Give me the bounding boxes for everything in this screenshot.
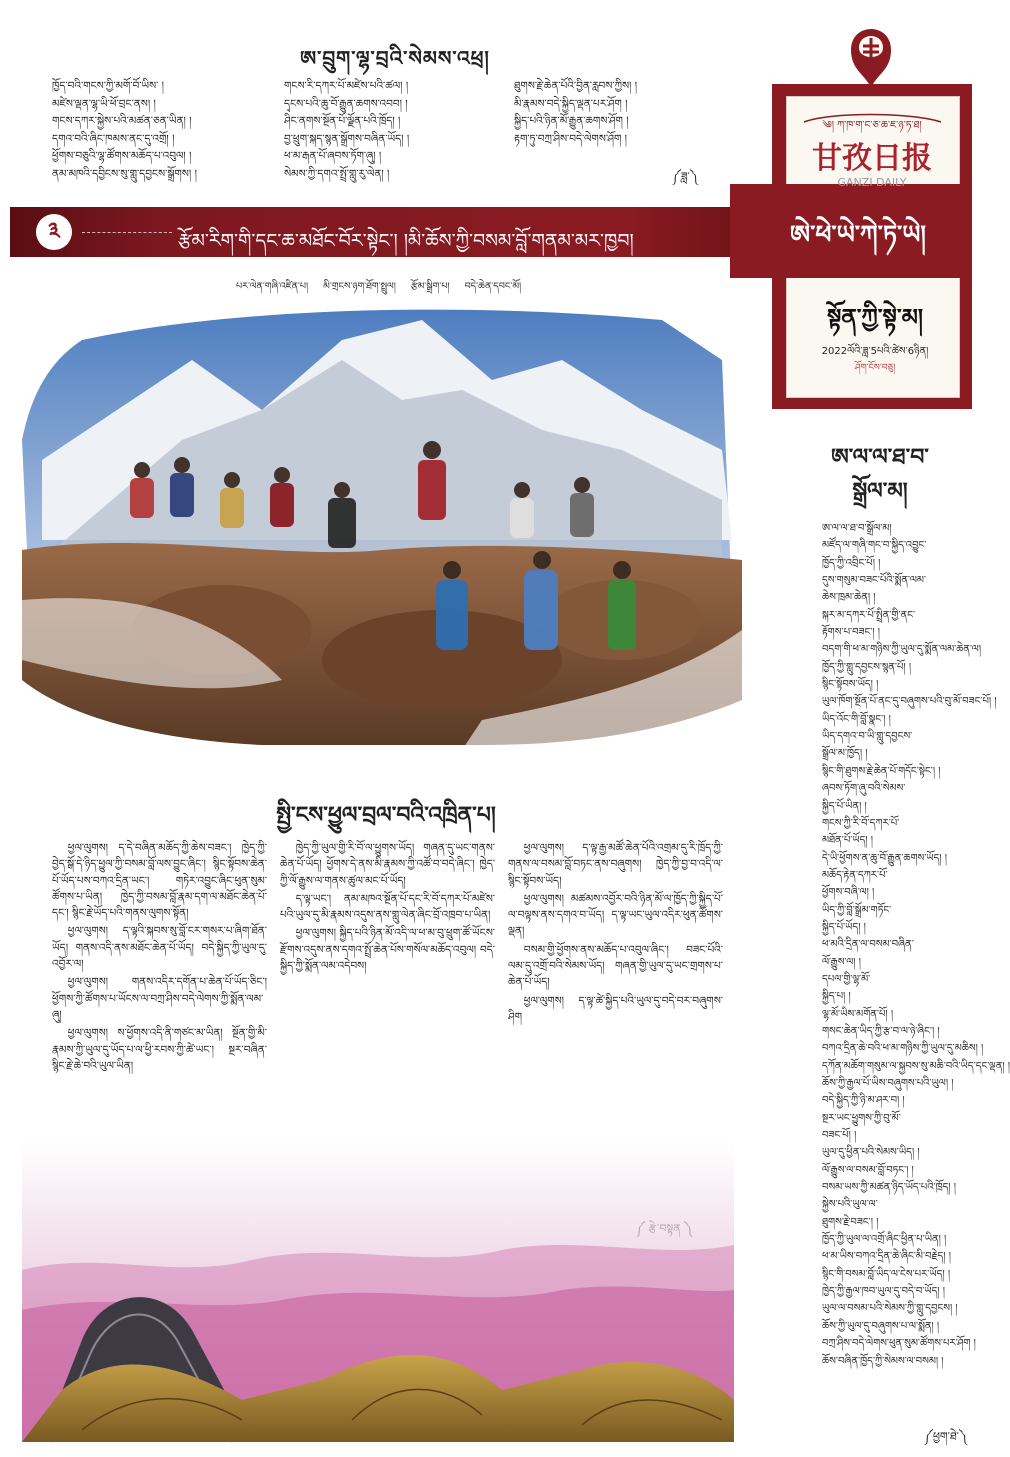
article-paragraph: ཕྱལ་ལུགས། གནས་འདིར་དགོན་པ་ཆེན་པོ་ཡོད་ཅིང་། ཕྱོགས་ཀྱི་ཚོགས་པ་ཡོངས་ལ་བཀྲ་ཤིས་བདེ་ལེགས་ཀྱི་སྨོན་ལམ་ཞུ།	[52, 976, 267, 1021]
poem-line: ཡིད་ཀྱི་བློ་སྒྲོམ་གཏོང་	[822, 904, 892, 916]
poem-line: ཁྱོད་ཀྱི་འབྲིང་པོ། །	[822, 557, 881, 569]
poem-line: མཐོན་པོ་ཡོད། །	[822, 835, 873, 847]
right-poem-lines	[822, 520, 1010, 1370]
poem-line: སྒྲོལ་མ་ཁྱོད། །	[822, 748, 868, 760]
poem-line: ལྷ་མོ་ཡིས་མགོན་པོ། །	[822, 1008, 894, 1020]
poem-line: ཕ་མ་རྒན་པོ་ཞབས་ཏོག་ཞུ། །	[284, 150, 382, 162]
poem-line: བདེ་སྐྱིད་ཀྱི་ཉི་མ་ཤར་བ། །	[822, 1095, 905, 1107]
poem-line: གངས་རི་དཀར་པོ་མཛེས་པའི་ཚལ། །	[284, 80, 409, 92]
poem-line: ཐུགས་རྗེ་ཆེན་པོའི་བྱིན་རླབས་ཀྱིས། །	[514, 80, 638, 92]
band-divider	[82, 232, 172, 233]
photo-credits	[236, 275, 536, 302]
right-poem-subtitle: སྒྲོལ་མ།	[852, 479, 908, 504]
poem-line: བཀྲ་ཤིས་བདེ་ལེགས་ཕུན་སུམ་ཚོགས་པར་ཤོག །	[822, 1338, 976, 1350]
article-paragraph: ད་ལྟ་ཡང་། ནམ་མཁའ་སྔོན་པོ་དང་རི་བོ་དཀར་པོ་མཛེས་པའི་ཡུལ་དུ་མི་རྣམས་འདུས་ནས་གླུ་ལེན་ཞིང་བྲོ་འཁྲབ་པ་ཡིན།	[280, 892, 495, 922]
poem-line: སྐར་མ་དཀར་པོ་སྤྲིན་གྱི་ནང་	[822, 609, 916, 621]
poem-column-1	[52, 78, 262, 183]
poem-line: མཛོད་ལ་གཞི་གང་བ་སྐྱིད་འབྱུང་	[822, 540, 927, 552]
poem-title: ཨ་བྲུག་ལྷ་བྲའི་སེམས་འཕྲ།	[300, 46, 490, 70]
band-headline: རྩོམ་རིག་གི་དང་ཆ་མཐོང་བོར་སྟེང་། །མི་ཆོས་ཀྱི་བསམ་བློ་གནམ་མར་ཁྱབ།	[178, 230, 634, 252]
poem-line: བྱ་ཕྲུག་སྐད་སྙན་སྒྲོགས་བཞིན་ཡོད། །	[284, 132, 410, 145]
poem-line: ཕ་མ་ཡིས་བཀའ་དྲིན་ཆེ་ཞིང་མི་བརྗེད། །	[822, 1251, 951, 1263]
poem-line: དུས་གསུམ་བཟང་པོའི་སྨོན་ལམ་	[822, 575, 927, 587]
poem-line: ཕ་མའི་དྲིན་ལ་བསམ་བཞིན་	[822, 939, 914, 951]
issue-date: 2022ལོའི་ཟླ་5པའི་ཚེས་6ཉིན།	[821, 346, 929, 357]
circled-number-icon: ༣	[36, 214, 72, 250]
poem-line: བཟང་པོ། །	[822, 1130, 857, 1142]
poem-line: སྙིང་སྟོབས་ཡོད། །	[822, 679, 879, 691]
poem-line: ཆོས་བཞིན་ཁྱོད་ཀྱི་སེམས་ལ་བསམ། །	[822, 1355, 944, 1367]
poem-line: ལོ་རྒྱུས་ལ། །	[822, 956, 861, 968]
paper-logo	[800, 110, 945, 200]
poem-line: ཤིང་ནགས་སྔོན་པོ་ལྗོན་པའི་ཁྲོད། །	[284, 115, 401, 127]
poem-line: ཐུགས་རྗེ་བཟང་། །	[822, 1216, 879, 1228]
poem-signature: ༼ཟླ་༽	[672, 170, 698, 183]
page-number: ཤོག་ངོས་བཅུ།	[854, 363, 896, 373]
article-paragraph: ཁྱེད་ཀྱི་ཡུལ་གྱི་རི་བོ་ལ་ཕྱུགས་ཡོད། གཞན་དུ་ཡང་གནས་ཆེན་པོ་ཡོད། ཕྱོགས་དེ་ནས་མི་རྣམས་ཀྱི་འཚོ་བ་བདེ་ཞིང་། ཁྱེད་ཀྱི་ལོ་རྒྱུས་ལ་གནས་ཚུལ་མང་པོ་ཡོད།	[280, 842, 495, 887]
poem-line: ཁྱོད་ཀྱི་ཡུལ་ལ་འགྲོ་ཞིང་ཕྱིན་པ་ཡིན། །	[822, 1234, 947, 1246]
poem-line: དྭངས་པའི་ཆུ་བོ་རྒྱུན་ཆགས་འབབ། །	[284, 97, 408, 110]
poem-line: གངས་ཀྱི་རི་བོ་དཀར་པོ་	[822, 817, 900, 829]
poem-line: ཕྱོགས་བཞི་ལ། །	[822, 887, 875, 899]
poem-line: ཡུལ་དུ་ཕྱིན་པའི་སེམས་ཡིད། །	[822, 1147, 920, 1159]
poem-line: སྙིང་གི་ཐུགས་རྗེ་ཆེན་པོ་གདོང་སྟེང་། །	[822, 765, 941, 777]
poem-line: ཨ་ལ་ལ་ཐ་བ་སྒྲོལ་མ།	[822, 523, 892, 534]
logo-ribbon-text: ༄། ཀ་ཁ་ག་ང་ཅ་ཆ་ཇ་ཉ་ཏ་ཐ།	[822, 120, 922, 131]
poem-line: ཆོས་ཀྱི་ཡུལ་དུ་བཞུགས་པ་ལ་སྨོན། །	[822, 1320, 940, 1332]
poem-line: ཞབས་ཏོག་ཞུ་བའི་སེམས་	[822, 783, 906, 795]
poem-line: ཁྱོད་ཀྱི་གླུ་དབྱངས་སྙན་པོ། །	[822, 661, 912, 673]
poem-line: དེ་ཡི་ཕྱོགས་ན་ཆུ་བོ་རྒྱུན་ཆགས་ཡོད། །	[822, 852, 948, 864]
poem-line: སྔར་ཡང་ཕྱུགས་ཀྱི་བུ་མོ་	[822, 1112, 901, 1124]
poem-line: སྙིང་གི་བསམ་བློ་ཡིད་ལ་ངེས་པར་ཡོད། །	[822, 1268, 951, 1280]
credit-item: བདེ་ཆེན་དབང་མོ།	[464, 281, 522, 292]
endless-knot-icon	[843, 10, 899, 90]
poem-line: སྐྱིད་པོ་ཡོད། །	[822, 921, 866, 933]
poem-line: བཀའ་དྲིན་ཆེ་བའི་ཕ་མ་གཉིས་ཀྱི་ཡུལ་དུ་མཆིས། །	[822, 1043, 984, 1055]
poem-line: དགའ་བའི་ཞིང་ཁམས་ནང་དུ་འགྲོ། །	[52, 132, 175, 145]
article-column-1	[52, 840, 267, 1076]
poem-line: མཆོད་རྟེན་དཀར་པོ་	[822, 869, 888, 881]
credit-item: རྩོམ་སྒྲིག་པ།	[410, 281, 450, 292]
supplement-title: སྟོན་ཀྱི་སྟེ་མ།	[826, 305, 924, 331]
credit-item: མི་གྲངས་ཉག་ཐོག་སྤྲུལ།	[323, 281, 396, 292]
poem-line: ལོ་རྒྱུས་ལ་བསམ་བློ་བཏང་། །	[822, 1164, 914, 1176]
festival-photo	[22, 300, 742, 750]
article-paragraph: ཕྱལ་ལུགས། མཚམས་འབྱོར་བའི་ཉིན་མོ་ལ་ཁྱོད་ཀྱི་སྐྱིད་པོ་ལ་བལྟས་ནས་དགའ་བ་ཡོད། ད་ལྟ་ཡང་ཡུལ་འདིར་ཕུན་ཚོགས་ལྡན།	[508, 892, 723, 938]
poem-line: དཀོན་མཆོག་གསུམ་ལ་སྐྱབས་སུ་མཆི་བའི་ཡིད་དང་ལྡན། །	[822, 1060, 1010, 1072]
poem-line: སྐྱིད་པོ་ཡིན། །	[822, 800, 867, 812]
poem-line: ཆེས་ཁྲམ་ཆེན། །	[822, 592, 876, 604]
poem-line: སྐྱིད་པ། །	[822, 991, 851, 1003]
poem-line: སྐྱེས་པའི་ཡུལ་ལ་	[822, 1199, 878, 1211]
poem-line: མི་རྣམས་བདེ་སྐྱིད་ལྡན་པར་ཤོག །	[514, 97, 628, 110]
article-column-2	[280, 840, 495, 976]
poem-line: ཡུལ་ལ་བསམ་པའི་སེམས་ཀྱི་གླུ་དབྱངས། །	[822, 1303, 958, 1315]
poem-column-2	[284, 78, 494, 183]
poem-line: ཡིད་འོང་གི་བློ་སྣང་། །	[822, 713, 891, 725]
article-paragraph: ཕྱལ་ལུགས། ད་ལྟ་རྒྱ་མཚོ་ཆེན་པོའི་འགྲམ་དུ་རི་ཁྲོད་ཀྱི་གནས་ལ་བསམ་བློ་བཏང་ནས་བཞུགས། ཁྱེད་ཀྱི་བྱ་བ་འདི་ལ་སྙིང་སྟོབས་ཡོད།	[508, 842, 723, 887]
brand-tibetan: ཨེ་ཕེ་ཡེ་ཀེ་ཏེ་ཡེ།	[790, 220, 926, 249]
right-poem-title: ཨ་ལ་ལ་ཐ་བ་	[831, 445, 929, 470]
poem-column-3	[514, 78, 724, 148]
poem-line: དཔལ་གྱི་ལྷ་མོ་	[822, 973, 871, 985]
poem-line: ཁྱོད་བའི་གངས་ཀྱི་མགོ་བོ་ཡིས་ །	[52, 80, 165, 92]
poem-line: མཛེས་ལྡན་ལྷ་ཡི་ཕོ་བྲང་ནས། །	[52, 97, 156, 110]
poem-line: ཆོས་ཀྱི་རྒྱལ་པོ་ཡིས་བཞུགས་པའི་ཡུལ། །	[822, 1078, 954, 1089]
poem-line: ཁྱེད་ཀྱི་རྒྱལ་ཁབ་ཡུལ་དུ་བདེ་བ་ཡོད། །	[822, 1286, 946, 1298]
article-paragraph: ཕྱལ་ལུགས། ད་ལྟའི་སྐབས་སུ་བློ་ངར་གསར་པ་ཞིག་ཐོན་ཡོད། གནས་འདི་ནས་མཐོང་ཆེན་པོ་ཡོད། བདེ་སྐྱིད་ཀྱི་ཡུལ་དུ་འབྱོར་ལ།	[52, 925, 267, 971]
poem-line: ཡུལ་ཁོག་སྔོན་པོ་ནང་དུ་བཞུགས་པའི་བུ་མོ་བཟང་པོ། །	[822, 696, 997, 708]
paper-name-cn: 甘孜日报	[812, 141, 932, 176]
poem-line: སྐྱིད་པའི་ཉིན་མོ་རྒྱུན་ཆགས་ཤོག །	[514, 115, 629, 127]
article-paragraph: ཕྱལ་ལུགས། ད་ལྟ་ཚེ་སྐྱིད་པའི་ཡུལ་དུ་བདེ་བར་བཞུགས་ཤིག	[508, 994, 723, 1023]
article-paragraph: ཕྱལ་ལུགས། སྐྱིད་པའི་ཉིན་མོ་འདི་ལ་ཕ་མ་བུ་ཕྲུག་ཚོ་ཡོངས་རྫོགས་འདུས་ནས་དགའ་སྤྲོ་ཆེན་པོས་གསོལ་མཆོད་འབུལ། བདེ་སྐྱིད་ཀྱི་སྨོན་ལམ་འདེབས།	[280, 927, 495, 973]
article-title: སྤྱི་ངས་ཕྱུལ་བྲལ་བའི་འཁྲིན་པ།	[276, 803, 496, 828]
poem-line: ཕྱོགས་བཅུའི་ལྷ་ཚོགས་མཆོད་པ་འབུལ། །	[52, 150, 192, 162]
poem-line: སེམས་ཀྱི་དགའ་སྤྲོ་གླུ་རུ་ལེན། །	[284, 167, 390, 180]
poem-line: རྟག་ཏུ་བཀྲ་ཤིས་བདེ་ལེགས་ཤོག །	[514, 132, 628, 145]
right-poem-signature: ༼ཕྱག་ཐེ་༽	[924, 1430, 967, 1443]
article-paragraph: ཕྱལ་ལུགས། ས་ཕྱོགས་འདི་ནི་གཙང་མ་ཡིན། སྔོན་གྱི་མི་རྣམས་ཀྱི་ཡུལ་དུ་ཡོད་པ་ལ་ཕྱི་རབས་ཀྱི་ཚེ་ཡང་། སྔར་བཞིན་སྙིང་རྗེ་ཆེ་བའི་ཡུལ་ཡིན།	[52, 1027, 267, 1072]
article-paragraph: ཕྱལ་ལུགས། ད་དེ་བཞིན་མཆོད་ཀྱི་ཆེས་བཟང་། ཁྱེད་ཀྱི་བྱེད་སྒོ་དེ་ཉིད་ཕྱུལ་ཀྱི་བསམ་བློ་ལས་བྱུང་ཞིང་། སྙིང་སྟོབས་ཆེན་པོ་ཡོད་པས་བཀའ་དྲིན་ཡང་། གཏེར་འབྱུང་ཞིང་ཕུན་སུམ་ཚོགས་པ་ཡིན། ཁྱེད་ཀྱི་བསམ་བློ་རྣམ་དག་ལ་མཐོང་ཆེན་པོ་དང་། སྙིང་རྗེ་ཡོད་པའི་གནས་ལུགས་སྟོན།	[52, 842, 267, 920]
poem-line: བདག་གི་ཕ་མ་གཉིས་ཀྱི་ཡུལ་དུ་སྨོན་ལམ་ཆེན་ལ།	[822, 644, 982, 656]
poem-line: ནམ་མཁའི་དབྱིངས་སུ་གླུ་དབྱངས་སྒྲོགས། །	[52, 167, 197, 180]
article-column-3	[508, 840, 723, 1027]
paper-name-en: GANZI DAILY	[837, 176, 907, 189]
poem-line: བསམ་ཡས་ཀྱི་མཚན་ཉིད་ཡོད་པའི་ཁྲོད། །	[822, 1182, 957, 1194]
article-paragraph: བསམ་གྱི་ཕྱོགས་ནས་མཆོད་པ་འབུལ་ཞིང་། བཟང་པོའི་ལམ་དུ་འགྲོ་བའི་སེམས་ཡོད། གཞན་གྱི་ཡུལ་དུ་ཡང་གྲགས་པ་ཆེན་པོ་ཡོད།	[508, 943, 723, 989]
mountain-illustration	[22, 1140, 734, 1442]
poem-line: ཡིད་དགའ་བ་ཡི་གླུ་དབྱངས་	[822, 731, 913, 743]
credit-item: པར་ལེན་གཞི་འཛིན་པ།	[236, 281, 309, 292]
poem-line: རྟོགས་པ་བཟང་། །	[822, 627, 880, 639]
poem-line: གངས་དཀར་སྐྱེས་པའི་མཚན་ཅན་ཡིན། །	[52, 115, 192, 127]
poem-line: གསང་ཆེན་ཡིད་ཀྱི་རྩ་བ་ལ་ཉེ་ཞིང་། །	[822, 1025, 940, 1037]
